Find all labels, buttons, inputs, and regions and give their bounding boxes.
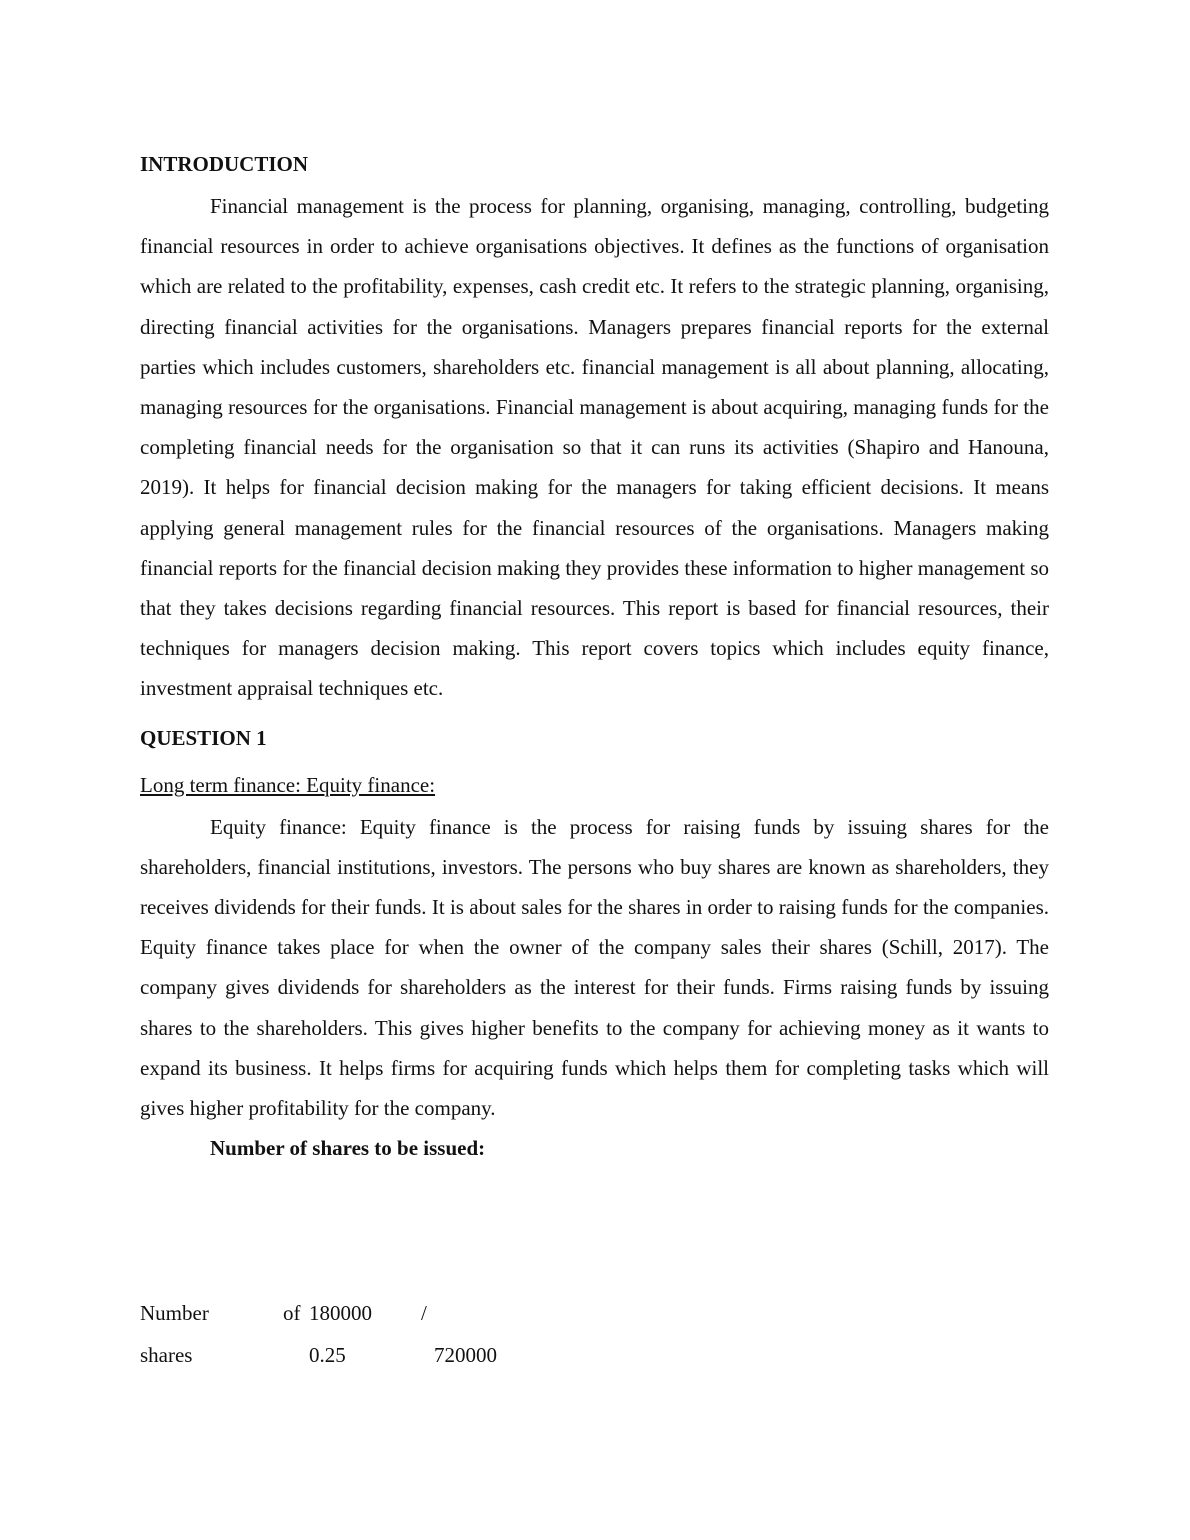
equity-finance-subheading: Long term finance: Equity finance:: [140, 772, 436, 797]
calc-amount-value: 180000: [309, 1301, 372, 1325]
calc-divide-symbol: /: [421, 1301, 427, 1325]
shares-issued-heading: Number of shares to be issued:: [210, 1136, 486, 1161]
calc-number-label: Number: [140, 1301, 209, 1325]
calc-result-value: 720000: [434, 1343, 497, 1367]
calc-of-label: of: [283, 1301, 301, 1325]
introduction-heading: INTRODUCTION: [140, 152, 309, 176]
equity-finance-paragraph: Equity finance: Equity finance is the process for raising funds by issuing shares for the shareholders, financial institutions, investors. The persons who buy shares are known as shareholders, they receives dividends for their funds. It is about sales for the shares in order to raising funds for the companies. Equity finance takes place for when the owner of the company sales their shares (Schill, 2017). The company gives dividends for shareholders as the interest for their funds. Firms raising funds by issuing shares to the shareholders. This gives higher benefits to the company for achieving money as it wants to expand its business. It helps firms for acquiring funds which helps them for completing tasks which will gives higher profitability for the company.: [140, 814, 1049, 1121]
calc-shares-label: shares: [140, 1343, 193, 1367]
document-page: [140, 146, 1049, 1168]
introduction-paragraph: Financial management is the process for planning, organising, managing, controlling, budgeting financial resources in order to achieve organisations objectives. It defines as the functions of organisation which are related to the profitability, expenses, cash credit etc. It refers to the strategic planning, organising, directing financial activities for the organisations. Managers prepares financial reports for the external parties which includes customers, shareholders etc. financial management is all about planning, allocating, managing resources for the organisations. Financial management is about acquiring, managing funds for the completing financial needs for the organisation so that it can runs its activities (Shapiro and Hanouna, 2019). It helps for financial decision making for the managers for taking efficient decisions. It means applying general management rules for the financial resources of the organisations. Managers making financial reports for the financial decision making they provides these information to higher management so that they takes decisions regarding financial resources. This report is based for financial resources, their techniques for managers decision making. This report covers topics which includes equity finance, investment appraisal techniques etc.: [140, 194, 1049, 701]
calc-price-value: 0.25: [309, 1343, 346, 1367]
question-1-heading: QUESTION 1: [140, 725, 267, 750]
